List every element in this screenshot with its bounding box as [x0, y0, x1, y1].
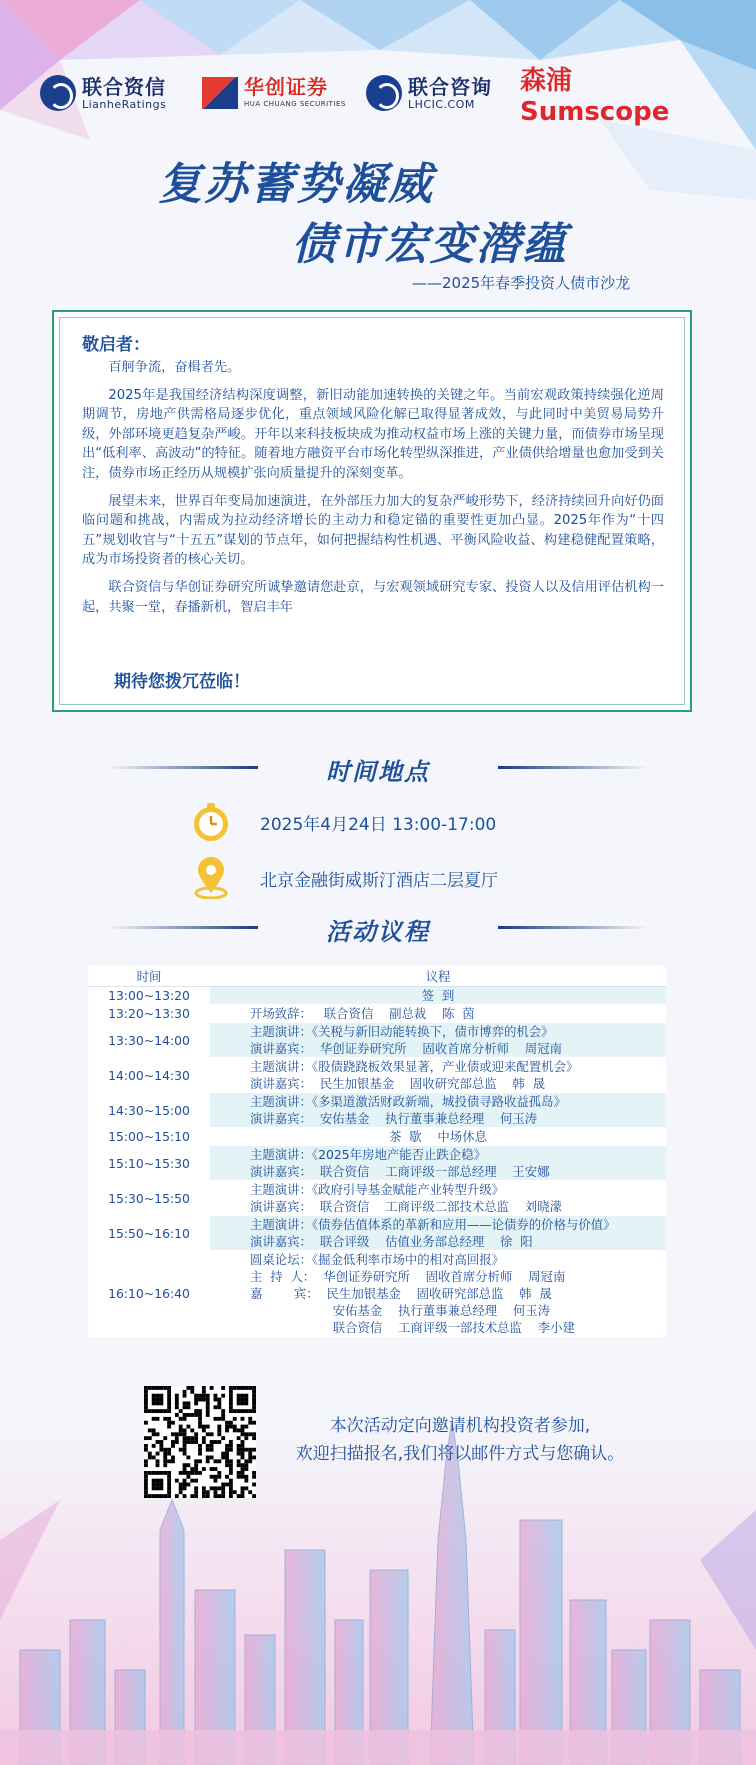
agenda-time: 13:00~13:20 — [88, 987, 210, 1005]
heading-divider-right — [498, 766, 648, 769]
heading-divider-right — [498, 926, 648, 929]
clock-icon — [190, 801, 232, 843]
agenda-row — [88, 1216, 666, 1251]
agenda-col-time: 时间 — [88, 966, 210, 987]
agenda-time: 15:50~16:10 — [88, 1216, 210, 1251]
huachuang-logo-en: HUA CHUANG SECURITIES — [244, 99, 346, 108]
agenda-line: 演讲嘉宾： 联合资信 工商评级一部总经理 王安娜 — [250, 1164, 550, 1179]
subtitle: ——2025年春季投资人债市沙龙 — [412, 274, 631, 292]
lhcic-logo-cn: 联合咨询 — [408, 74, 492, 99]
letter-body — [82, 358, 664, 625]
agenda-row — [88, 1128, 666, 1146]
agenda-line: 签 到 — [421, 988, 455, 1003]
agenda-row — [88, 1181, 666, 1216]
registration-note-line2: 欢迎扫描报名,我们将以邮件方式与您确认。 — [295, 1444, 625, 1464]
agenda-content — [210, 1251, 666, 1337]
agenda-time: 15:00~15:10 — [88, 1128, 210, 1146]
city-skyline-illustration — [0, 1420, 756, 1765]
agenda-line: 主题演讲：《多渠道激活财政新端，城投债寻路收益孤岛》 — [250, 1094, 566, 1109]
agenda-row — [88, 1023, 666, 1058]
agenda-line: 主题演讲：《2025年房地产能否止跌企稳》 — [250, 1147, 486, 1162]
huachuang-logo-cn: 华创证券 — [244, 74, 328, 99]
agenda-content — [210, 1128, 666, 1146]
agenda-time: 16:10~16:40 — [88, 1251, 210, 1337]
agenda-col-agenda: 议程 — [210, 966, 666, 987]
location-pin-icon — [190, 857, 232, 899]
agenda-line: 演讲嘉宾： 华创证券研究所 固收首席分析师 周冠南 — [250, 1041, 562, 1056]
agenda-row — [88, 1093, 666, 1128]
agenda-line: 嘉 宾： 民生加银基金 固收研究部总监 韩 晟 — [250, 1286, 552, 1301]
agenda-content — [210, 1146, 666, 1181]
agenda-line: 主 持 人： 华创证券研究所 固收首席分析师 周冠南 — [250, 1269, 566, 1284]
agenda-line: 演讲嘉宾： 安佑基金 执行董事兼总经理 何玉涛 — [250, 1111, 538, 1126]
agenda-line: 茶 歇 中场休息 — [389, 1129, 487, 1144]
agenda-line: 主题演讲：《政府引导基金赋能产业转型升级》 — [250, 1182, 505, 1197]
time-place-heading-label: 时间地点 — [326, 758, 430, 786]
lianhe-logo-icon — [40, 75, 76, 111]
agenda-heading — [108, 912, 648, 946]
agenda-time: 14:30~15:00 — [88, 1093, 210, 1128]
agenda-heading-label: 活动议程 — [326, 918, 430, 946]
agenda-content — [210, 1005, 666, 1023]
sumscope-logo-text: 森浦 Sumscope — [520, 65, 670, 127]
time-place-heading — [108, 752, 648, 786]
agenda-content — [210, 1181, 666, 1216]
letter-greeting: 敬启者： — [82, 335, 150, 355]
agenda-time: 13:30~14:00 — [88, 1023, 210, 1058]
sponsor-logos — [40, 65, 720, 127]
agenda-line: 安佑基金 执行董事兼总经理 何玉涛 — [250, 1303, 551, 1318]
agenda-row — [88, 1146, 666, 1181]
agenda-line: 主题演讲：《关税与新旧动能转换下，债市博弈的机会》 — [250, 1024, 554, 1039]
agenda-table — [88, 966, 666, 1337]
agenda-time: 13:20~13:30 — [88, 1005, 210, 1023]
lhcic-logo-icon — [366, 75, 402, 111]
agenda-line: 联合资信 工商评级一部技术总监 李小建 — [250, 1320, 575, 1335]
agenda-content — [210, 1093, 666, 1128]
agenda-line: 演讲嘉宾： 联合资信 工商评级二部技术总监 刘晓濛 — [250, 1199, 562, 1214]
agenda-row — [88, 1251, 666, 1337]
agenda-time: 15:30~15:50 — [88, 1181, 210, 1216]
letter-paragraph: 百舸争流，奋楫者先。 — [108, 360, 241, 375]
letter-paragraph: 2025年是我国经济结构深度调整，新旧动能加速转换的关键之年。当前宏观政策持续强化逆周期调节，房地产供需格局逐步优化，重点领域风险化解已取得显著成效，与此同时中美贸易局势升级，外部环境更趋复杂严峻。开年以来科技板块成为推动权益市场上涨的关键力量，而债券市场呈现出“低利率、高波动”的特征。随着地方融资平台市场化转型纵深推进，产业债供给增量也愈加受到关注，债券市场正经历从规模扩张向质量提升的深刻变革。 — [82, 387, 664, 481]
event-location: 北京金融街威斯汀酒店二层夏厅 — [260, 870, 498, 891]
invitation-letter — [52, 310, 692, 712]
main-title-line1: 复苏蓄势凝威 — [158, 159, 434, 210]
lhcic-logo-en: LHCIC.COM — [408, 97, 475, 111]
event-location-row — [190, 856, 498, 900]
event-datetime-row — [190, 800, 496, 844]
registration-note-line1: 本次活动定向邀请机构投资者参加, — [329, 1416, 591, 1436]
agenda-line: 演讲嘉宾： 民生加银基金 固收研究部总监 韩 晟 — [250, 1076, 546, 1091]
lianhe-logo-en: LianheRatings — [82, 97, 167, 111]
agenda-header-row — [88, 966, 666, 987]
agenda-line: 主题演讲：《债券估值体系的革新和应用——论债券的价格与价值》 — [250, 1217, 616, 1232]
letter-paragraph: 展望未来，世界百年变局加速演进，在外部压力加大的复杂严峻形势下，经济持续回升向好仍面临问题和挑战，内需成为拉动经济增长的主动力和稳定锚的重要性更加凸显。2025年作为“十四五”规划收官与“十五五”谋划的节点年，如何把握结构性机遇、平衡风险收益、构建稳健配置策略，成为市场投资者的核心关切。 — [82, 493, 664, 568]
lianhe-logo-cn: 联合资信 — [82, 74, 166, 99]
agenda-time: 14:00~14:30 — [88, 1058, 210, 1093]
agenda-time: 15:10~15:30 — [88, 1146, 210, 1181]
agenda-line: 主题演讲：《股债跷跷板效果显著，产业债或迎来配置机会》 — [250, 1059, 579, 1074]
registration-qr-code[interactable] — [144, 1386, 256, 1498]
agenda-row — [88, 1058, 666, 1093]
event-datetime: 2025年4月24日 13:00-17:00 — [260, 814, 497, 835]
lhcic-logo — [366, 68, 492, 118]
agenda-content — [210, 1216, 666, 1251]
main-title-line2: 债市宏变潜蕴 — [292, 219, 568, 270]
agenda-row — [88, 987, 666, 1005]
registration-note — [270, 1412, 650, 1468]
huachuang-securities-logo — [202, 68, 346, 118]
agenda-line: 开场致辞： 联合资信 副总裁 陈 茵 — [250, 1006, 475, 1021]
huachuang-logo-icon — [202, 77, 238, 109]
letter-closing: 期待您拨冗莅临！ — [114, 672, 250, 692]
agenda-content — [210, 1023, 666, 1058]
agenda-line: 圆桌论坛：《掘金低利率市场中的相对高回报》 — [250, 1252, 505, 1267]
letter-paragraph: 联合资信与华创证券研究所诚挚邀请您赴京，与宏观领域研究专家、投资人以及信用评估机构一起，共聚一堂，春播新机，智启丰年 — [82, 579, 664, 615]
agenda-content — [210, 1058, 666, 1093]
lianhe-ratings-logo — [40, 68, 166, 118]
agenda-line: 演讲嘉宾： 联合评级 估值业务部总经理 徐 阳 — [250, 1234, 533, 1249]
sumscope-logo — [520, 65, 720, 127]
agenda-content — [210, 987, 666, 1005]
agenda-row — [88, 1005, 666, 1023]
